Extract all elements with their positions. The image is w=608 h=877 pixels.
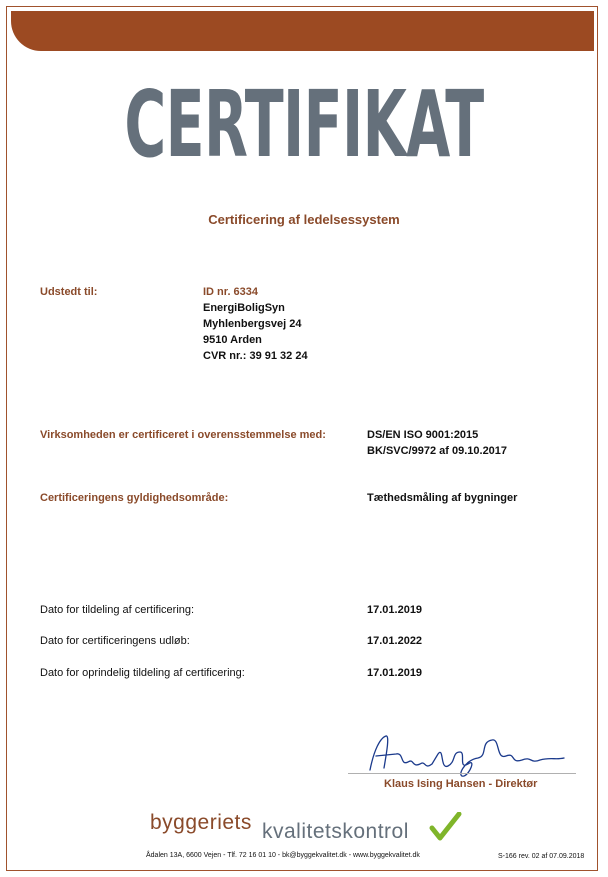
date-label-granted: Dato for tildeling af certificering: bbox=[40, 604, 195, 616]
issued-to-label: Udstedt til: bbox=[40, 286, 98, 298]
issued-id: ID nr. 6334 bbox=[203, 286, 259, 298]
checkmark-icon bbox=[428, 812, 462, 842]
issued-street: Myhlenbergsvej 24 bbox=[203, 318, 302, 330]
logo-byggeriets: byggeriets bbox=[150, 811, 252, 834]
scope-value: Tæthedsmåling af bygninger bbox=[367, 492, 518, 504]
date-value-granted: 17.01.2019 bbox=[367, 604, 423, 616]
issued-city: 9510 Arden bbox=[203, 334, 262, 346]
footer-revision: S-166 rev. 02 af 07.09.2018 bbox=[498, 853, 585, 860]
compliance-label: Virksomheden er certificeret i overensstemmelse med: bbox=[40, 429, 326, 441]
signature-line bbox=[348, 773, 576, 774]
date-label-original: Dato for oprindelig tildeling af certificering: bbox=[40, 667, 245, 679]
date-value-original: 17.01.2019 bbox=[367, 667, 423, 679]
signatory-name: Klaus Ising Hansen - Direktør bbox=[384, 778, 538, 790]
certificate-subtitle: Certificering af ledelsessystem bbox=[208, 212, 400, 227]
issued-company: EnergiBoligSyn bbox=[203, 302, 285, 314]
date-value-expiry: 17.01.2022 bbox=[367, 635, 423, 647]
certificate-title: CERTIFIKAT bbox=[124, 71, 484, 178]
date-label-expiry: Dato for certificeringens udløb: bbox=[40, 635, 190, 647]
footer-address: Ådalen 13A, 6600 Vejen - Tlf. 72 16 01 10 - bk@byggekvalitet.dk - www.byggekvalitet.dk bbox=[146, 852, 420, 859]
signature-image bbox=[360, 730, 575, 778]
issued-cvr: CVR nr.: 39 91 32 24 bbox=[203, 350, 308, 362]
compliance-scheme: BK/SVC/9972 af 09.10.2017 bbox=[367, 445, 508, 457]
scope-label: Certificeringens gyldighedsområde: bbox=[40, 492, 229, 504]
logo-kvalitetskontrol: kvalitetskontrol bbox=[262, 820, 409, 843]
top-band bbox=[11, 11, 594, 51]
compliance-standard: DS/EN ISO 9001:2015 bbox=[367, 429, 479, 441]
